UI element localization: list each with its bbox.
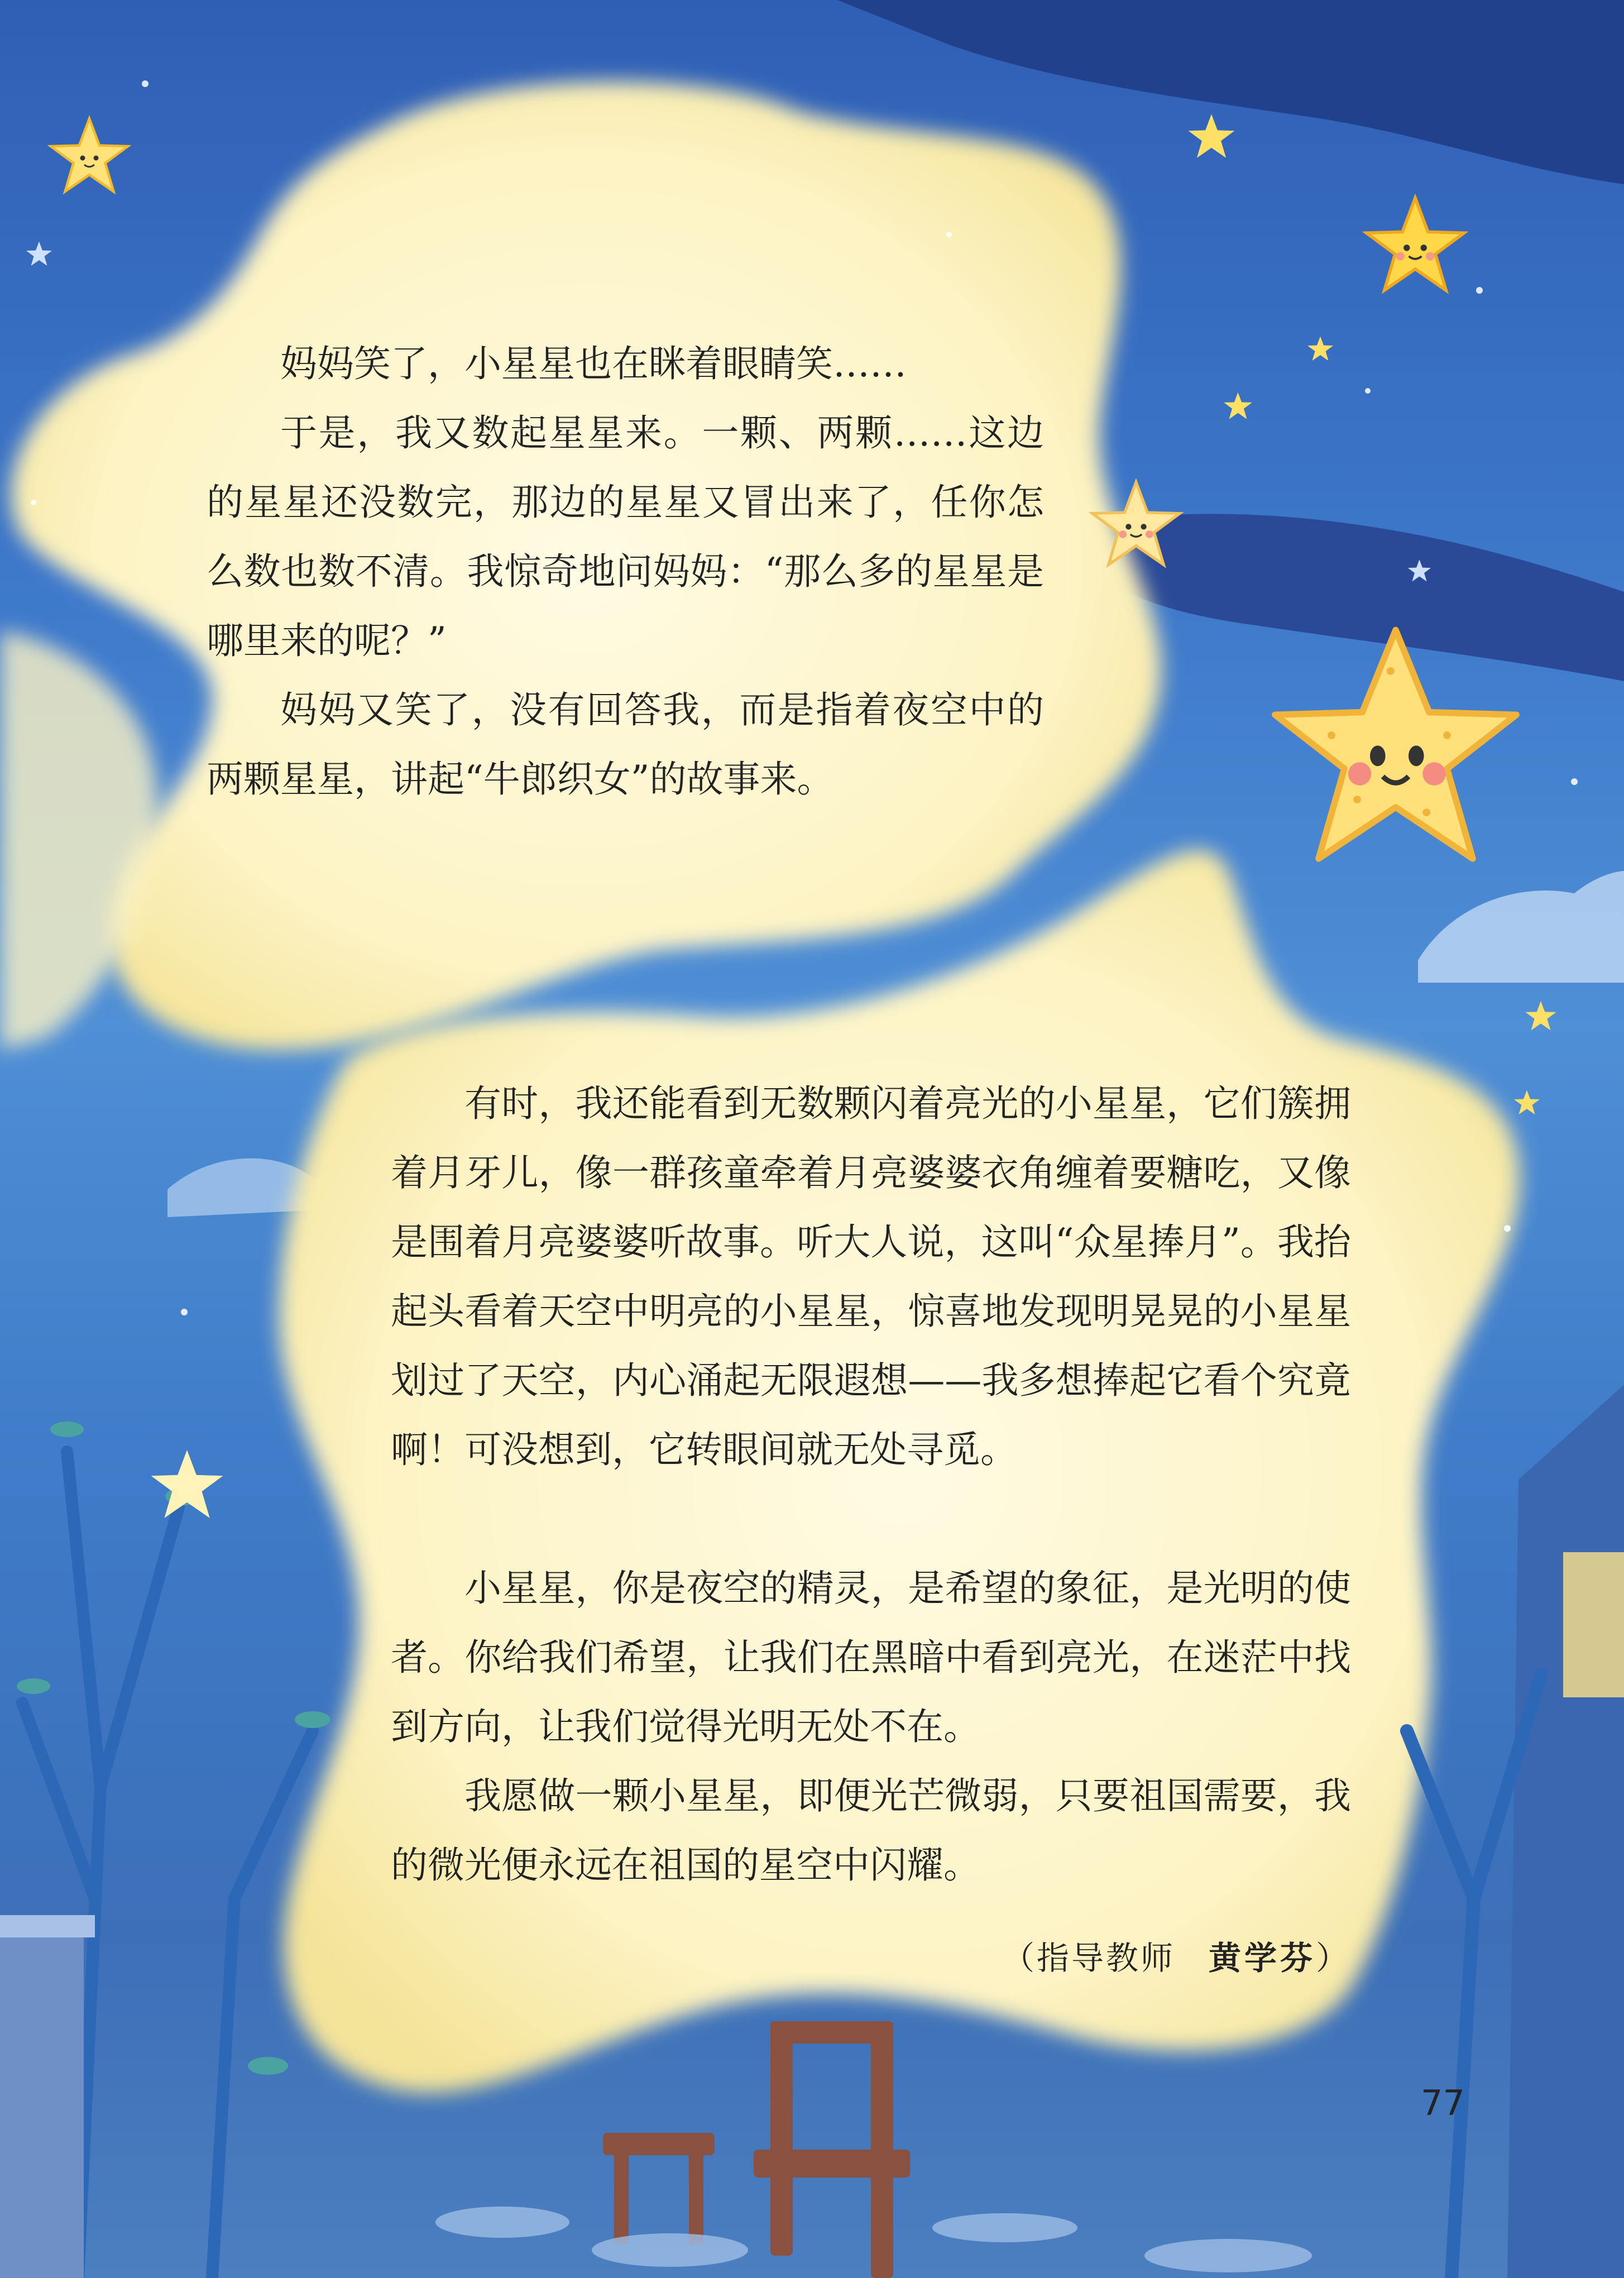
small-star-icon bbox=[1407, 558, 1432, 583]
paragraph-6: 我愿做一颗小星星，即便光芒微弱，只要祖国需要，我的微光便永远在祖国的星空中闪耀。 bbox=[391, 1774, 1351, 1887]
paragraph-1: 妈妈笑了，小星星也在眯着眼睛笑…… bbox=[280, 342, 907, 385]
glowing-star-icon bbox=[148, 1446, 226, 1524]
paragraph-2: 于是，我又数起星星来。一颗、两颗……这边的星星还没数完，那边的星星又冒出来了，任你怎么数也数不清。我惊奇地问妈妈：“那么多的星星是哪里来的呢？” bbox=[207, 411, 1044, 662]
house-right bbox=[1507, 1385, 1624, 2278]
paragraph-5: 小星星，你是夜空的精灵，是希望的象征，是光明的使者。你给我们希望，让我们在黑暗中看到亮光，在迷茫中找到方向，让我们觉得光明无处不在。 bbox=[391, 1567, 1351, 1748]
small-star-icon bbox=[1306, 335, 1334, 363]
small-star-icon bbox=[1524, 999, 1558, 1033]
small-star-icon bbox=[1513, 1089, 1541, 1117]
small-star-icon bbox=[1186, 112, 1237, 162]
credit-name: 黄学芬 bbox=[1208, 1939, 1316, 1977]
light-cloud-right bbox=[1418, 871, 1624, 983]
paragraph-4: 有时，我还能看到无数颗闪着亮光的小星星，它们簇拥着月牙儿，像一群孩童牵着月亮婆婆衣角缠着要糖吃，又像是围着月亮婆婆听故事。听大人说，这叫“众星捧月”。我抬起头看着天空中明亮的小星星，惊喜地发现明晃晃的小星星划过了天空，内心涌起无限遐想——我多想捧起它看个究竟啊！可没想到，它转眼间就无处寻觅。 bbox=[391, 1082, 1351, 1471]
smiling-star-icon bbox=[47, 114, 131, 198]
house-window bbox=[1563, 1552, 1624, 1697]
wall-left bbox=[0, 1926, 84, 2278]
big-smiling-star-icon bbox=[1267, 620, 1524, 877]
smiling-star-icon bbox=[1362, 193, 1468, 299]
smiling-star-icon bbox=[1089, 477, 1184, 572]
wall-top-left bbox=[0, 1915, 95, 1937]
page-number: 77 bbox=[1421, 2083, 1465, 2123]
credit-label: （指导教师 bbox=[1002, 1939, 1175, 1977]
credit-close: ） bbox=[1315, 1939, 1350, 1977]
paragraph-3: 妈妈又笑了，没有回答我，而是指着夜空中的两颗星星，讲起“牛郎织女”的故事来。 bbox=[207, 688, 1044, 801]
teacher-credit bbox=[1002, 1932, 1350, 1979]
small-star-icon bbox=[1223, 391, 1253, 422]
small-star-icon bbox=[25, 240, 53, 268]
